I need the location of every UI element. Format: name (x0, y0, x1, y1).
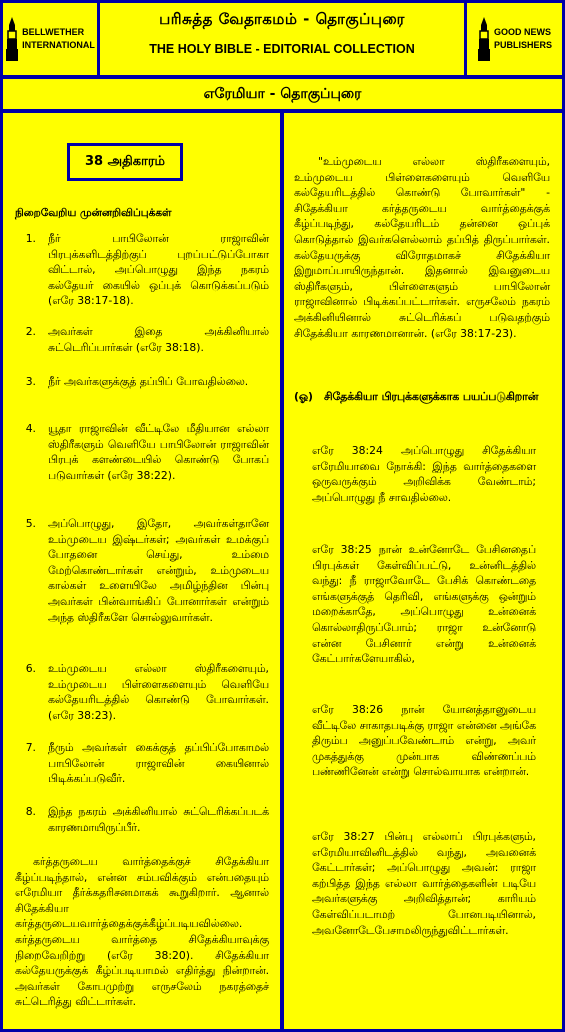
closing-paragraph: கர்த்தருடைய வார்த்தைக்குச் சிதேக்கியா கீழ்ப்படிந்தால், என்ன சம்பவிக்கும் என்பதையும் எரேமியா தீர்க்கதரிசனமாகக் கூறுகிறார். ஆனால் சிதேக்கியா கர்த்தருடையவார்த்தைக்குக்கீழ்ப்படியவில்லை. கர்த்தருடைய வார்த்தை சிதேக்கியாவுக்கு நிறைவேறிற்று (எரே 38:20). சிதேக்கியா கல்தேயருக்குக் கீழ்ப்படியாமல் எதிர்த்து நின்றான். அவர்கள் கோபமுற்று எருசலேம் நகரத்தைச் சுட்டெரித்து விட்டார்கள். (15, 855, 269, 1009)
list-number: 7. (25, 741, 36, 754)
book-title-bar (3, 79, 562, 109)
list-text: நீர் அவர்களுக்குத் தப்பிப் போவதில்லை. (48, 375, 249, 388)
list-item (17, 661, 269, 723)
section-title: சிதேக்கியா பிரபுக்களுக்காக பயப்படுகிறான் (324, 390, 539, 403)
list-item (17, 374, 269, 390)
list-text: அப்பொழுது, இதோ, அவர்கள்தானே உம்முடைய இஷ்டர்கள்; அவர்கள் உமக்குப் போதனை செய்து, உம்மை மேற்கொண்டார்கள் என்றும், உம்முடைய கால்கள் உளையிலே அமிழ்ந்தின பின்பு அவர்கள் பின்வாங்கிப் போனார்கள் என்றும் அந்த ஸ்திரீகளே சொல்லுவார்கள். (48, 517, 269, 624)
list-number: 1. (25, 232, 36, 245)
list-text: உம்முடைய எல்லா ஸ்திரீகளையும், உம்முடைய பிள்ளைகளையும் வெளியே கல்தேயரிடத்தில் கொண்டு போவார்கள். (எரே 38:23). (48, 662, 269, 722)
list-text: யூதா ராஜாவின் வீட்டிலே மீதியான எல்லா ஸ்திரீகளும் வெளியே பாபிலோன் ராஜாவின் பிரபுக் களண்டையில் கொண்டு போகப் படுவார்கள் (எரே 38:22). (48, 422, 269, 482)
list-number: 8. (25, 805, 36, 818)
section-label: (ஓ) (294, 390, 313, 403)
left-column (3, 113, 280, 1029)
list-item (17, 516, 269, 625)
list-number: 6. (25, 662, 36, 675)
header-title-panel (100, 3, 464, 75)
right-logo-line: GOOD NEWS (493, 27, 551, 37)
list-text: நீர் பாபிலோன் ராஜாவின் பிரபுக்களிடத்திற்குப் புறப்பட்டுப்போகா விட்டால், அப்பொழுது இந்த நகரம் கல்தேயர் கையில் ஒப்புக் கொடுக்கப்படும் (எரே 38:17-18). (48, 232, 269, 308)
list-text: அவர்கள் இதை அக்கினியால் சுட்டெரிப்பார்கள் (எரே 38:18). (48, 325, 269, 354)
chapter-title: 38 அதிகாரம் (85, 154, 165, 170)
intro-paragraph: "உம்முடைய எல்லா ஸ்திரீகளையும், உம்முடைய பிள்ளைகளையும் வெளியே கல்தேயரிடத்தில் கொண்டு போவார்கள்" - சிதேக்கியா கர்த்தருடைய வார்த்தைக்குக் கீழ்ப்படிந்து, கல்தேயரிடம் தன்னை ஒப்புக் கொடுத்தால் இவர்களெல்லாம் தப்பித் திருப்பார்கள். கல்தேயருக்கு விரோதமாகச் சிதேக்கியா இறுமாப்பாயிருந்தான். இதனால் இவனுடைய ஸ்திரீகளும், பிள்ளைகளும் பாபிலோன் ராஜாவினால் பிடிக்கப்பட்டார்கள். எருசலேம் நகரம் அக்கினியினால் சுட்டெரிக்கப் படுவதற்கும் சிதேக்கியா காரணமானான். (எரே 38:17-23). (294, 155, 550, 340)
list-item (17, 231, 269, 309)
list-item (17, 804, 269, 835)
book-title: எரேமியா - தொகுப்புரை (203, 86, 362, 102)
verse-paragraph: எரே 38:24 அப்பொழுது சிதேக்கியா எரேமியாவை நோக்கி: இந்த வார்த்தைகளை ஒருவருக்கும் அறிவிக்க வேண்டாம்; அப்பொழுது நீ சாவதில்லை. (312, 444, 536, 504)
good-news-tower-icon (477, 17, 491, 61)
list-number: 4. (25, 422, 36, 435)
left-logo-line: BELLWETHER (22, 27, 85, 37)
right-logo-text (494, 26, 552, 52)
publisher-logo-left (3, 3, 97, 75)
list-item (17, 324, 269, 355)
chapter-box (67, 143, 183, 181)
verse-paragraph: எரே 38:26 நான் யோனத்தானுடைய வீட்டிலே சாகாதபடிக்கு ராஜா என்னை அங்கே திரும்ப அனுப்பவேண்டாம் என்று, அவர் முகத்துக்கு முன்பாக விண்ணப்பம் பண்ணினேன் என்று சொல்வாயாக என்றான். (312, 703, 536, 779)
list-text: இந்த நகரம் அக்கினியால் சுட்டெரிக்கப்படக் காரணமாயிருப்பீர். (48, 805, 269, 834)
section-heading (294, 389, 550, 405)
publisher-logo-right (467, 3, 562, 75)
right-logo-line: PUBLISHERS (493, 40, 552, 50)
list-number: 2. (25, 325, 36, 338)
header-title-tamil: பரிசுத்த வேதாகமம் - தொகுப்புரை (159, 10, 405, 28)
verse-paragraph: எரே 38:25 நான் உன்னோடே பேசினதைப் பிரபுக்கள் கேள்விப்பட்டு, உன்னிடத்தில் வந்து: நீ ராஜாவோடே பேசிக் கொண்டதை எங்களுக்குத் தெரிவி, எங்களுக்கு ஒன்றும் மறைக்காதே, அப்பொழுது உன்னைக் கொல்லாதிருப்போம்; ராஜா உன்னோடு என்ன பேசினார் என்று உன்னைக் கேட்பார்களேயாகில், (312, 543, 536, 666)
bellwether-tower-icon (5, 17, 19, 61)
list-number: 3. (25, 375, 36, 388)
left-logo-line: INTERNATIONAL (22, 40, 95, 50)
header-title-english: THE HOLY BIBLE - EDITORIAL COLLECTION (149, 42, 415, 56)
section-subheading: நிறைவேறிய முன்னறிவிப்புக்கள் (15, 207, 172, 219)
list-item (17, 740, 269, 787)
left-logo-text (22, 26, 95, 52)
right-column (284, 113, 562, 1029)
list-number: 5. (25, 517, 36, 530)
list-text: நீரும் அவர்கள் கைக்குத் தப்பிப்போகாமல் பாபிலோன் ராஜாவின் கையினால் பிடிக்கப்படுவீர். (48, 741, 269, 786)
list-item (17, 421, 269, 483)
verse-paragraph: எரே 38:27 பின்பு எல்லாப் பிரபுக்களும், எரேமியாவினிடத்தில் வந்து, அவனைக் கேட்டார்கள்; அப்பொழுது அவன்: ராஜா கற்பித்த இந்த எல்லா வார்த்தைகளின் படியே அவர்களுக்கு அறிவித்தான்; காரியம் கேள்விப்படாமற் போனபடியினால், அவனோடேபேசாமலிருந்துவிட்டார்கள். (312, 830, 536, 937)
